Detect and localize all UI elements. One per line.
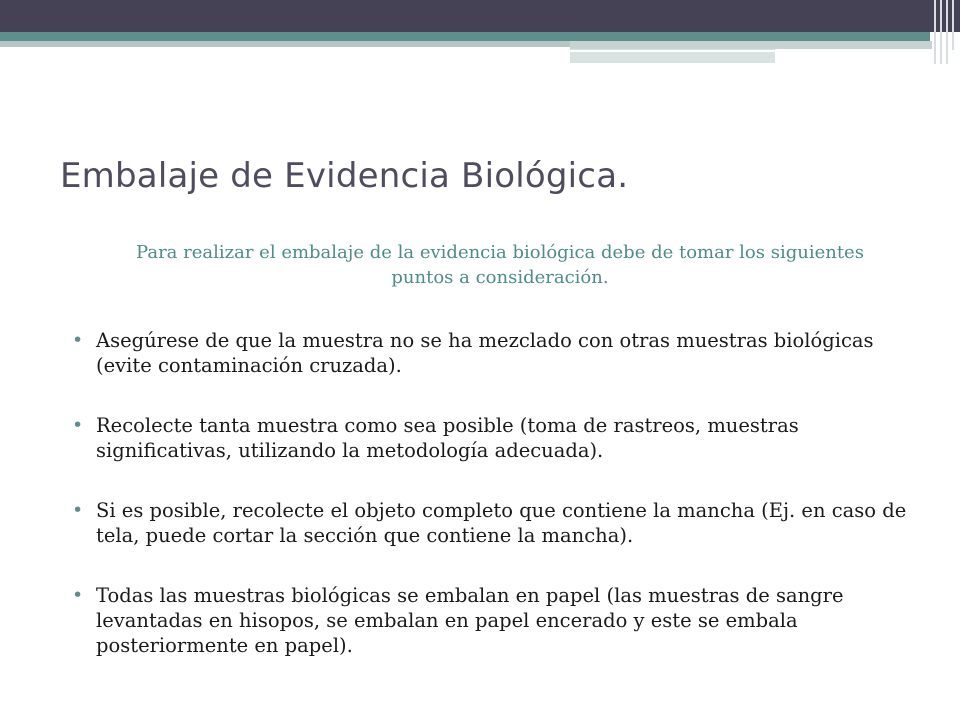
corner-decoration (930, 0, 960, 64)
bullet-text: Todas las muestras biológicas se embalan en papel (las muestras de sangre levantadas en hisopos, se embalan en papel encerado y este se embala posteriormente en papel). (96, 584, 844, 657)
bullet-dot-icon: • (72, 584, 84, 606)
bullet-text: Recolecte tanta muestra como sea posible (toma de rastreos, muestras significativas, utilizando la metodología adecuada). (96, 414, 799, 462)
bullet-text: Si es posible, recolecte el objeto completo que contiene la mancha (Ej. en caso de tela, puede cortar la sección que contiene la mancha). (96, 499, 907, 547)
slide-title: Embalaje de Evidencia Biológica. (60, 156, 629, 196)
bullet-list (68, 328, 913, 693)
bullet-dot-icon: • (72, 414, 84, 436)
bullet-item (68, 498, 913, 548)
header-band-light-right (570, 41, 932, 49)
header-band-light-left (0, 41, 570, 47)
bullet-item (68, 583, 913, 658)
bullet-item (68, 328, 913, 378)
header-band-teal (0, 32, 930, 41)
bullet-item (68, 413, 913, 463)
bullet-dot-icon: • (72, 499, 84, 521)
bullet-text: Asegúrese de que la muestra no se ha mezclado con otras muestras biológicas (evite contaminación cruzada). (96, 329, 874, 377)
slide-subtitle: Para realizar el embalaje de la evidencia biológica debe de tomar los siguientes puntos a consideración. (136, 242, 864, 288)
bullet-dot-icon: • (72, 329, 84, 351)
header-band-dark (0, 0, 960, 32)
header-white-line (570, 50, 888, 52)
